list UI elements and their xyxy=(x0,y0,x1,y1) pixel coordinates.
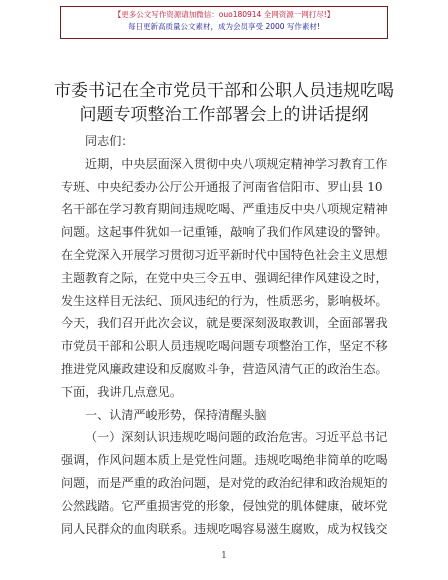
page-number: 1 xyxy=(221,551,227,561)
subsection-line: 同人民群众的血肉联系。违规吃喝容易滋生腐败，成为权钱交 xyxy=(61,521,388,536)
document-title-line2: 问题专项整治工作部署会上的讲话提纲 xyxy=(79,105,369,125)
body-line: 在全党深入开展学习贯彻习近平新时代中国特色社会主义思想 xyxy=(61,247,388,262)
promo-banner xyxy=(60,6,388,39)
document-title xyxy=(0,79,448,127)
body-line: 主题教育之际，在党中央三令五申、强调纪律作风建设之时， xyxy=(61,270,388,285)
body-line: 专班、中央纪委办公厅公开通报了河南省信阳市、罗山县 10 xyxy=(61,179,383,194)
subsection-line: 强调，作风问题本质上是党性问题。违规吃喝绝非简单的吃喝 xyxy=(61,453,388,468)
body-line: 问题。这起事件犹如一记重锤，敲响了我们作风建设的警钟。 xyxy=(61,225,388,240)
section-heading: 一、认清严峻形势，保持清醒头脑 xyxy=(85,407,267,422)
body-line: 发生这样目无法纪、顶风违纪的行为，性质恶劣，影响极坏。 xyxy=(61,293,388,308)
body-line: 推进党风廉政建设和反腐败斗争，营造风清气正的政治生态。 xyxy=(61,361,388,376)
body-line: 近期，中央层面深入贯彻中央八项规定精神学习教育工作 xyxy=(85,156,388,171)
body-line: 名干部在学习教育期间违规吃喝、严重违反中央八项规定精神 xyxy=(61,202,388,217)
body-line: 今天，我们召开此次会议，就是要深刻汲取教训，全面部署我 xyxy=(61,316,388,331)
subsection-line: （一）深刻认识违规吃喝问题的政治危害。习近平总书记 xyxy=(85,430,388,445)
subsection-line: 公然践踏。它严重损害党的形象，侵蚀党的肌体健康，破坏党 xyxy=(61,498,388,513)
promo-banner-line1: 【更多公文写作资源请加微信：ouo180914 全网资源一网打尽!】 xyxy=(113,10,335,19)
subsection-line: 问题，而是严重的政治问题，是对党的政治纪律和政治规矩的 xyxy=(61,475,388,490)
document-body xyxy=(61,130,389,540)
salutation: 同志们： xyxy=(85,134,134,148)
promo-banner-line2: 每日更新高质量公文素材，成为会员享受 2000 写作素材! xyxy=(128,22,320,31)
body-line: 下面，我讲几点意见。 xyxy=(61,384,182,399)
document-title-line1: 市委书记在全市党员干部和公职人员违规吃喝 xyxy=(54,81,394,101)
body-line: 市党员干部和公职人员违规吃喝问题专项整治工作，坚定不移 xyxy=(61,339,388,354)
